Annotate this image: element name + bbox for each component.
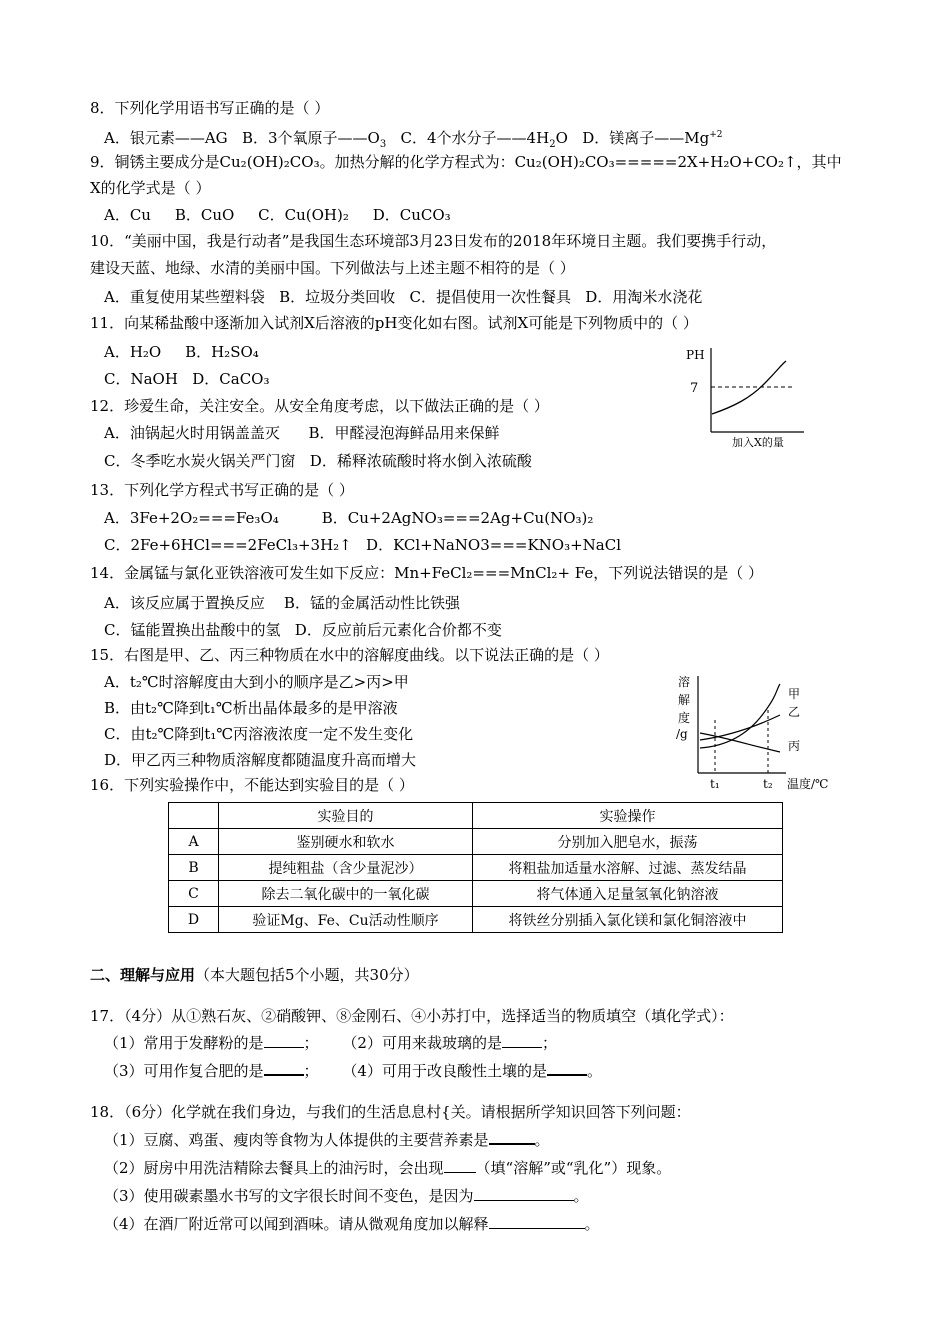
q9-line2: X的化学式是（ ） (90, 179, 211, 197)
q17-blank-2[interactable] (502, 1047, 542, 1048)
table-cell: D (169, 907, 219, 933)
q17-blank-3[interactable] (264, 1074, 304, 1076)
section-2-note: （本大题包括5个小题，共30分） (195, 966, 419, 984)
q12-stem: 12．珍爱生命，关注安全。从安全角度考虑，以下做法正确的是（ ） (90, 397, 549, 415)
q12-row2 (104, 451, 532, 471)
q8-options (104, 125, 722, 155)
table-cell: 提纯粗盐（含少量泥沙） (219, 855, 473, 881)
sol-label-jia: 甲 (788, 687, 801, 701)
q11-option-a: A．H₂O (104, 343, 162, 361)
sol-y-label-1: 溶 (678, 675, 691, 689)
q17-blank-4[interactable] (547, 1074, 587, 1076)
table-cell: B (169, 855, 219, 881)
ph-graph (680, 340, 820, 452)
q17-part1: （1）常用于发酵粉的是 (104, 1034, 264, 1052)
q9-option-d: D．CuCO₃ (372, 206, 451, 224)
q10-line1: 10．“美丽中国，我是行动者”是我国生态环境部3月23日发布的2018年环境日主题。我们要携手行动， (90, 232, 777, 250)
q10-options (104, 287, 702, 307)
q11-row2 (104, 369, 269, 389)
q18-part1-text: （1）豆腐、鸡蛋、瘦肉等食物为人体提供的主要营养素是 (104, 1131, 489, 1149)
q17-part3: （3）可用作复合肥的是 (104, 1062, 264, 1080)
q13-option-c: C．2Fe+6HCl===2FeCl₃+3H₂↑ (104, 536, 352, 554)
q11-option-b: B．H₂SO₄ (185, 343, 259, 361)
q18-part4 (104, 1214, 600, 1234)
table-cell: 将铁丝分别插入氯化镁和氯化铜溶液中 (473, 907, 783, 933)
q18-part3-text: （3）使用碳素墨水书写的文字很长时间不变色，是因为 (104, 1187, 474, 1205)
q17-sep: ； (303, 1034, 319, 1052)
q14-row1 (104, 593, 460, 613)
q9-option-b: B．CuO (174, 206, 235, 224)
q12-option-c: C．冬季吃水炭火锅关严门窗 (104, 452, 296, 470)
q14-stem: 14．金属锰与氯化亚铁溶液可发生如下反应：Mn+FeCl₂===MnCl₂+ Fe，下列说法错误的是（ ） (90, 564, 764, 582)
q11-option-c: C．NaOH (104, 370, 178, 388)
q17-part2: （2）可用来裁玻璃的是 (342, 1034, 502, 1052)
q16-stem: 16．下列实验操作中，不能达到实验目的是（ ） (90, 776, 414, 794)
q11-stem: 11．向某稀盐酸中逐渐加入试剂X后溶液的pH变化如右图。试剂X可能是下列物质中的（ ） (90, 314, 698, 332)
ph-ref-label: 7 (690, 381, 699, 396)
table-cell: 将粗盐加适量水溶解、过滤、蒸发结晶 (473, 855, 783, 881)
q17-sep: ； (541, 1034, 557, 1052)
q18-blank-2[interactable] (444, 1172, 476, 1173)
sol-label-bing: 丙 (788, 739, 801, 753)
q9-option-c: C．Cu(OH)₂ (258, 206, 349, 224)
table-row (169, 855, 783, 881)
q17-sep: ； (303, 1062, 319, 1080)
q13-stem: 13．下列化学方程式书写正确的是（ ） (90, 481, 354, 499)
table-cell: 分别加入肥皂水，振荡 (473, 829, 783, 855)
ph-x-label: 加入X的量 (732, 436, 784, 449)
q15-option-b: B．由t₂℃降到t₁℃析出晶体最多的是甲溶液 (104, 699, 398, 717)
q14-option-a: A．该反应属于置换反应 (104, 594, 265, 612)
table-cell: 验证Mg、Fe、Cu活动性顺序 (219, 907, 473, 933)
q18-part3 (104, 1186, 589, 1206)
q14-option-b: B．锰的金属活动性比铁强 (283, 594, 460, 612)
table-cell: 除去二氧化碳中的一氧化碳 (219, 881, 473, 907)
q18-blank-3[interactable] (474, 1200, 574, 1201)
table-cell: A (169, 829, 219, 855)
q18-stem: 18．（6分）化学就在我们身边，与我们的生活息息村{关。请根据所学知识回答下列问题： (90, 1103, 691, 1121)
sol-t1-label: t₁ (710, 777, 720, 791)
q15-option-c: C．由t₂℃降到t₁℃丙溶液浓度一定不发生变化 (104, 725, 414, 743)
q13-option-b: B．Cu+2AgNO₃===2Ag+Cu(NO₃)₂ (321, 509, 594, 527)
q10-option-c: C．提倡使用一次性餐具 (409, 288, 571, 306)
q18-part4-text: （4）在酒厂附近常可以闻到酒味。请从微观角度加以解释 (104, 1215, 489, 1233)
sol-y-label-4: /g (676, 727, 688, 741)
q18-blank-1[interactable] (489, 1143, 535, 1145)
q18-part1 (104, 1130, 550, 1150)
q8-option-c: C．4个水分子$——4H_2O$ (400, 129, 568, 150)
experiment-table (168, 802, 783, 933)
q17-end: 。 (586, 1062, 602, 1080)
q12-option-d: D．稀释浓硫酸时将水倒入浓硫酸 (309, 452, 532, 470)
sol-t2-label: t₂ (763, 777, 773, 791)
q14-option-c: C．锰能置换出盐酸中的氢 (104, 621, 281, 639)
q13-row1 (104, 508, 593, 528)
q18-end: 。 (584, 1215, 600, 1233)
q10-option-d: D．用淘米水浇花 (585, 288, 703, 306)
q17-row2 (104, 1061, 602, 1081)
q15-option-a: A．t₂℃时溶解度由大到小的顺序是乙>丙>甲 (104, 673, 409, 691)
table-row (169, 829, 783, 855)
q18-part2-tail: （填“溶解”或“乳化”）现象。 (475, 1159, 672, 1177)
q8-option-b: B．3个氧原子$——O_3$ (241, 129, 387, 150)
q17-row1 (104, 1033, 557, 1053)
q15-option-d: D．甲乙丙三种物质溶解度都随温度升高而增大 (104, 751, 417, 769)
q18-part2-text: （2）厨房中用洗洁精除去餐具上的油污时，会出现 (104, 1159, 444, 1177)
sol-y-label-3: 度 (678, 711, 691, 725)
section-2-title: 二、理解与应用 (90, 966, 196, 984)
q10-line2: 建设天蓝、地绿、水清的美丽中国。下列做法与上述主题不相符的是（ ） (90, 259, 575, 277)
q11-row1 (104, 342, 259, 362)
q18-end: 。 (573, 1187, 589, 1205)
q8-option-a: A．银元素——AG (104, 129, 228, 147)
q12-option-a: A．油锅起火时用锅盖盖灭 (104, 424, 280, 442)
q9-options (104, 205, 451, 225)
sol-y-label-2: 解 (678, 693, 691, 707)
q15-stem: 15．右图是甲、乙、丙三种物质在水中的溶解度曲线。以下说法正确的是（ ） (90, 646, 609, 664)
q9-line1: 9．铜锈主要成分是Cu₂(OH)₂CO₃。加热分解的化学方程式为：Cu₂(OH)₂CO₃=====2X+H₂O+CO₂↑，其中 (90, 153, 842, 171)
q10-option-a: A．重复使用某些塑料袋 (104, 288, 265, 306)
q12-option-b: B．甲醛浸泡海鲜品用来保鲜 (308, 424, 500, 442)
q17-part4: （4）可用于改良酸性土壤的是 (342, 1062, 547, 1080)
q11-option-d: D．CaCO₃ (192, 370, 270, 388)
table-header-cell: 实验操作 (473, 803, 783, 829)
table-header-cell (169, 803, 219, 829)
q17-stem: 17．（4分）从①熟石灰、②硝酸钾、⑧金刚石、④小苏打中，选择适当的物质填空（填化学式）： (90, 1007, 734, 1025)
q13-option-a: A．3Fe+2O₂===Fe₃O₄ (104, 509, 279, 527)
table-cell: 鉴别硬水和软水 (219, 829, 473, 855)
q13-row2 (104, 535, 621, 555)
q18-blank-4[interactable] (489, 1228, 585, 1229)
table-row (169, 881, 783, 907)
sol-label-yi: 乙 (788, 705, 801, 719)
q18-end: 。 (534, 1131, 550, 1149)
q8-stem: 8．下列化学用语书写正确的是（ ） (90, 99, 330, 117)
q10-option-b: B．垃圾分类回收 (279, 288, 396, 306)
table-cell: 将气体通入足量氢氧化钠溶液 (473, 881, 783, 907)
table-row (169, 907, 783, 933)
table-header-row (169, 803, 783, 829)
table-header-cell: 实验目的 (219, 803, 473, 829)
q17-blank-1[interactable] (264, 1047, 304, 1048)
ph-y-label: PH (686, 348, 705, 362)
q13-option-d: D．KCl+NaNO3===KNO₃+NaCl (366, 536, 622, 554)
sol-x-label: 温度/℃ (787, 777, 829, 791)
q8-option-d: D．镁离子$——Mg^{+2}$ (582, 129, 723, 147)
q14-option-d: D．反应前后元素化合价都不变 (294, 621, 502, 639)
q9-option-a: A．Cu (104, 206, 151, 224)
q12-row1 (104, 423, 499, 443)
q14-row2 (104, 620, 502, 640)
table-cell: C (169, 881, 219, 907)
q18-part2 (104, 1158, 671, 1178)
section-2-heading (90, 965, 419, 985)
solubility-graph (668, 672, 846, 796)
